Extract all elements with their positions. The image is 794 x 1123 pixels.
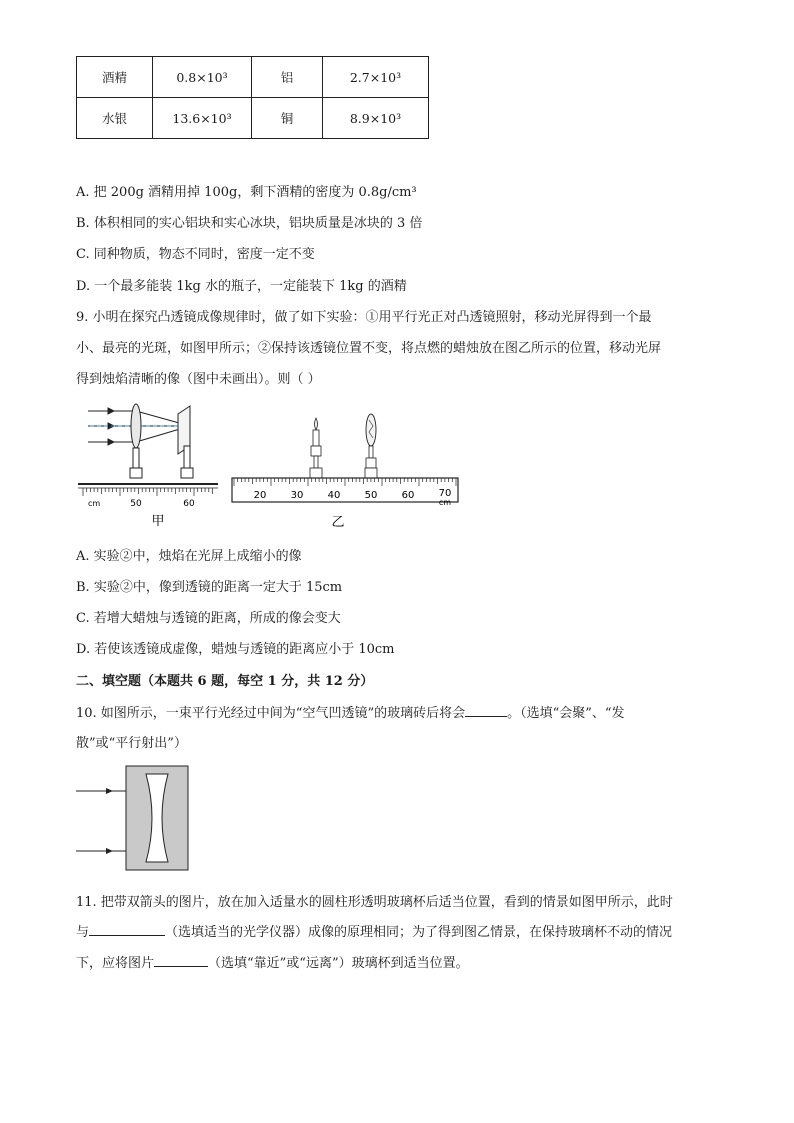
q9-stem-line2: 小、最亮的光斑，如图甲所示；②保持该透镜位置不变，将点燃的蜡烛放在图乙所示的位置，移动光屏 bbox=[76, 341, 662, 356]
yi-tick-label: 20 bbox=[253, 490, 267, 501]
q11-stem-line2 bbox=[76, 921, 672, 940]
q11-stem-line1: 11. 把带双箭头的图片，放在加入适量水的圆柱形透明玻璃杯后适当位置，看到的情景如图甲所示，此时 bbox=[76, 895, 673, 910]
table-row bbox=[77, 98, 429, 139]
table-cell: 8.9×10³ bbox=[323, 98, 429, 139]
table-cell: 铜 bbox=[252, 98, 323, 139]
figure-yi bbox=[230, 410, 462, 532]
q11-text: 下，应将图片 bbox=[76, 956, 155, 971]
yi-caption: 乙 bbox=[331, 515, 345, 530]
table-cell: 铝 bbox=[252, 57, 323, 98]
q8-option-a: A. 把 200g 酒精用掉 100g，剩下酒精的密度为 0.8g/cm³ bbox=[76, 185, 417, 200]
q11-text: 与 bbox=[76, 925, 90, 940]
q9-option-a: A. 实验②中，烛焰在光屏上成缩小的像 bbox=[76, 549, 302, 564]
jia-tick-label: 60 bbox=[183, 499, 195, 509]
q10-stem-line2: 散”或“平行射出”） bbox=[76, 736, 187, 751]
yi-tick-label: 60 bbox=[401, 490, 415, 501]
q10-text: 10. 如图所示，一束平行光经过中间为“空气凹透镜”的玻璃砖后将会 bbox=[76, 706, 466, 721]
q8-option-b: B. 体积相同的实心铝块和实心冰块，铝块质量是冰块的 3 倍 bbox=[76, 216, 423, 231]
table-cell: 0.8×10³ bbox=[153, 57, 252, 98]
q9-option-d: D. 若使该透镜成虚像，蜡烛与透镜的距离应小于 10cm bbox=[76, 642, 395, 657]
figure-q10-glass-brick bbox=[76, 764, 192, 872]
section-heading: 二、填空题（本题共 6 题，每空 1 分，共 12 分） bbox=[76, 674, 374, 689]
q11-stem-line3 bbox=[76, 952, 469, 971]
jia-caption: 甲 bbox=[151, 514, 165, 529]
yi-unit-label: cm bbox=[438, 498, 452, 507]
table-cell: 2.7×10³ bbox=[323, 57, 429, 98]
q10-text: 。（选填“会聚”、“发 bbox=[507, 706, 625, 721]
q11-answer-blank-2[interactable] bbox=[154, 953, 208, 967]
jia-unit-label: cm bbox=[88, 499, 101, 508]
q9-option-b: B. 实验②中，像到透镜的距离一定大于 15cm bbox=[76, 580, 343, 595]
yi-tick-label: 70 bbox=[438, 488, 452, 499]
table-cell: 水银 bbox=[77, 98, 153, 139]
yi-tick-label: 50 bbox=[364, 490, 378, 501]
table-cell: 13.6×10³ bbox=[153, 98, 252, 139]
jia-tick-label: 50 bbox=[130, 499, 142, 509]
q9-stem-line1: 9. 小明在探究凸透镜成像规律时，做了如下实验：①用平行光正对凸透镜照射，移动光屏得到一个最 bbox=[76, 310, 652, 325]
q8-option-c: C. 同种物质，物态不同时，密度一定不变 bbox=[76, 247, 315, 262]
q11-text: （选填适当的光学仪器）成像的原理相同；为了得到图乙情景，在保持玻璃杯不动的情况 bbox=[165, 925, 673, 940]
table-cell: 酒精 bbox=[77, 57, 153, 98]
q10-answer-blank[interactable] bbox=[465, 703, 507, 717]
q9-stem-line3: 得到烛焰清晰的像（图中未画出）。则（ ） bbox=[76, 372, 321, 387]
q11-answer-blank-1[interactable] bbox=[89, 922, 165, 936]
yi-tick-label: 40 bbox=[327, 490, 341, 501]
figure-jia bbox=[78, 398, 218, 530]
q10-stem-line1 bbox=[76, 702, 625, 721]
yi-tick-label: 30 bbox=[290, 490, 304, 501]
q11-text: （选填“靠近”或“远离”）玻璃杯到适当位置。 bbox=[208, 956, 469, 971]
q9-option-c: C. 若增大蜡烛与透镜的距离，所成的像会变大 bbox=[76, 611, 341, 626]
q8-option-d: D. 一个最多能装 1kg 水的瓶子，一定能装下 1kg 的酒精 bbox=[76, 279, 407, 294]
density-table bbox=[76, 56, 429, 139]
table-row bbox=[77, 57, 429, 98]
